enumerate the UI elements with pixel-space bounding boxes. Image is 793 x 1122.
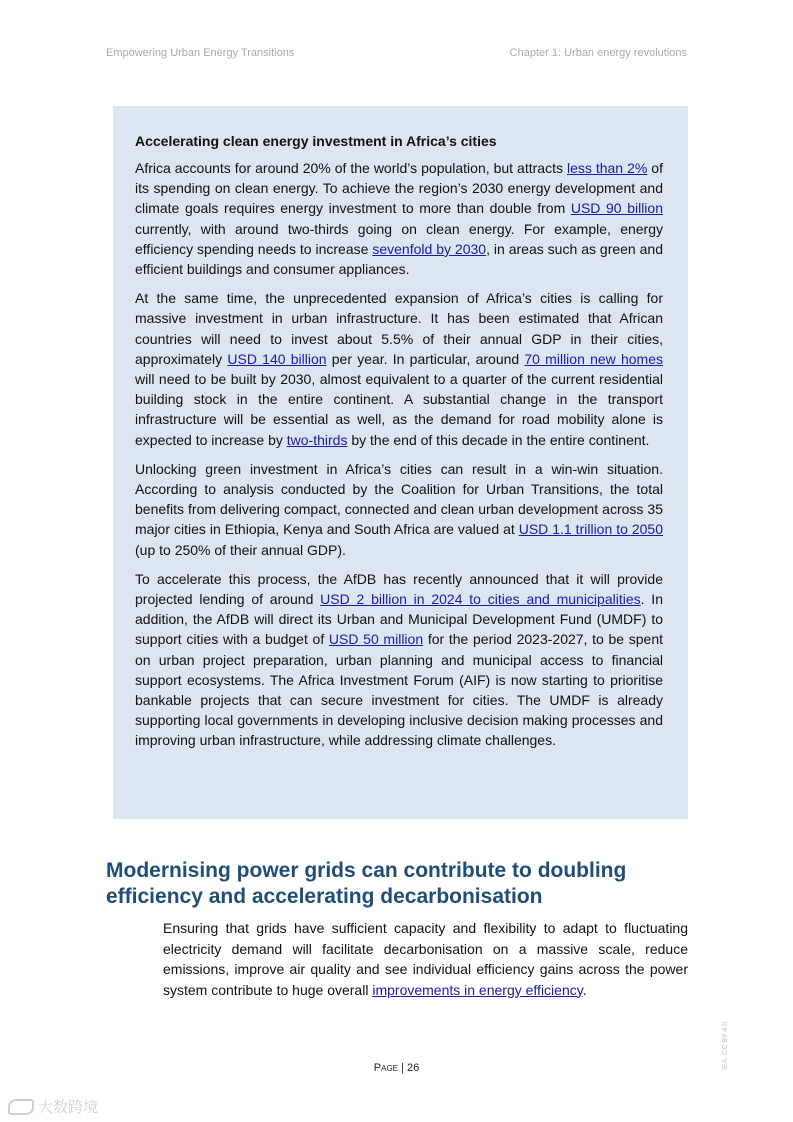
text: by the end of this decade in the entire continent.	[347, 431, 650, 448]
box-paragraph-2	[135, 288, 663, 450]
text: . In addition, the AfDB will direct its Urban and Municipal Development Fund (UMDF) to support cities with a budget of	[135, 591, 663, 648]
watermark-text: 大数跨境	[38, 1099, 99, 1116]
text: Africa accounts for around 20% of the world’s population, but attracts	[135, 160, 567, 176]
text: of its spending on clean energy. To achieve the region’s 2030 energy development and climate goals requires energy investment to more than double from	[135, 160, 663, 217]
section-heading: Modernising power grids can contribute to doubling efficiency and accelerating decarbonisation	[106, 859, 627, 908]
link-improvements-in-energy-efficiency[interactable]: improvements in energy efficiency	[372, 981, 583, 998]
watermark-logo-icon	[8, 1099, 34, 1115]
link-70-million-new-homes[interactable]: 70 million new homes	[524, 350, 663, 367]
page-number-value: 26	[406, 1062, 420, 1074]
link-usd-1-1-trillion[interactable]: USD 1.1 trillion to 2050	[518, 521, 664, 538]
section-paragraph	[163, 918, 688, 1000]
link-usd-2-billion[interactable]: USD 2 billion in 2024 to cities and municipalities	[320, 591, 641, 608]
text: To accelerate this process, the AfDB has recently announced that it will provide projected lending of around	[135, 570, 663, 608]
box-title: Accelerating clean energy investment in Africa’s cities	[135, 133, 497, 149]
callout-box	[113, 106, 688, 819]
running-header	[106, 47, 687, 59]
text: , in areas such as green and efficient buildings and consumer appliances.	[135, 240, 664, 278]
header-document-title: Empowering Urban Energy Transitions	[106, 47, 295, 59]
text: per year. In particular, around	[326, 350, 525, 367]
box-paragraph-3	[135, 459, 663, 560]
text: will need to be built by 2030, almost equivalent to a quarter of the current residential building stock in the entire continent. A substantial change in the transport infrastructure will be essential as well, as the demand for road mobility alone is expected to increase by	[135, 371, 663, 448]
link-two-thirds[interactable]: two-thirds	[286, 431, 348, 448]
watermark	[8, 1096, 98, 1117]
text: for the period 2023-2027, to be spent on urban project preparation, urban planning and municipal access to financial support ecosystems. The Africa Investment Forum (AIF) is now starting to prioritise bankable projects that can secure investment for cities. The UMDF is already supporting local governments in developing inclusive decision making processes and improving urban infrastructure, while addressing climate challenges.	[135, 631, 664, 749]
link-sevenfold-by-2030[interactable]: sevenfold by 2030	[372, 240, 487, 257]
link-usd-140-billion[interactable]: USD 140 billion	[227, 350, 327, 367]
box-paragraph-1	[135, 158, 663, 279]
page-separator: |	[398, 1062, 407, 1074]
header-chapter-title: Chapter 1: Urban energy revolutions	[509, 47, 687, 59]
text: Ensuring that grids have sufficient capacity and flexibility to adapt to fluctuating electricity demand will facilitate decarbonisation on a massive scale, reduce emissions, improve air quality and see individual efficiency gains across the power system contribute to huge overall	[163, 920, 688, 998]
text: (up to 250% of their annual GDP).	[135, 541, 346, 558]
text: .	[582, 981, 587, 998]
box-paragraph-4	[135, 569, 663, 751]
text: At the same time, the unprecedented expansion of Africa’s cities is calling for massive investment in urban infrastructure. It has been estimated that African countries will need to invest about 5.5% of their annual GDP in their cities, approximately	[135, 290, 663, 367]
page-number	[0, 1062, 793, 1074]
text: Unlocking green investment in Africa’s cities can result in a win-win situation. According to analysis conducted by the Coalition for Urban Transitions, the total benefits from delivering compact, connected and clean urban development across 35 major cities in Ethiopia, Kenya and South Africa are valued at	[135, 460, 663, 538]
link-usd-50-million[interactable]: USD 50 million	[328, 631, 424, 648]
text: currently, with around two-thirds going on clean energy. For example, energy efficiency spending needs to increase	[135, 220, 663, 257]
license-text: IEA. CC BY 4.0.	[722, 1019, 729, 1070]
page-label: Page	[373, 1062, 398, 1074]
link-usd-90-billion[interactable]: USD 90 billion	[570, 200, 663, 217]
link-less-than-2-percent[interactable]: less than 2%	[566, 160, 648, 176]
